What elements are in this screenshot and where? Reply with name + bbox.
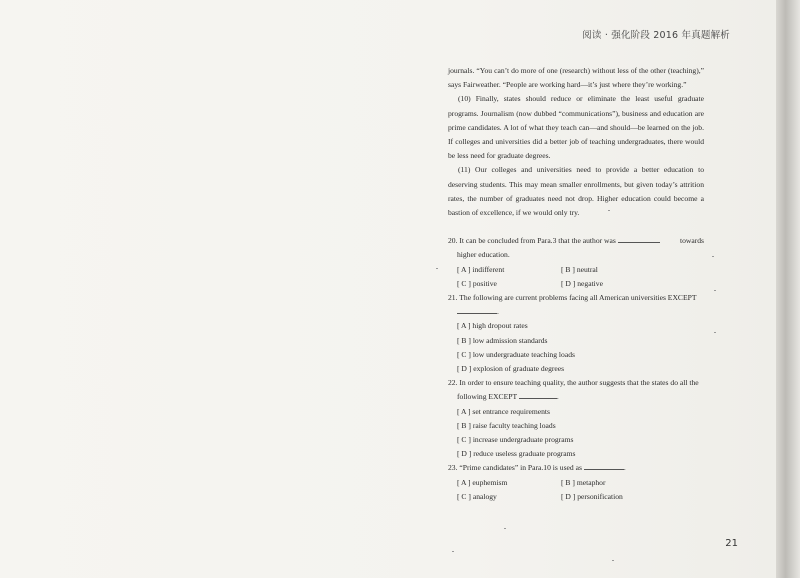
answer-blank: [618, 234, 660, 243]
paragraph-10: (10) Finally, states should reduce or eliminate the least useful graduate programs. Journalism (now dubbed “communications”), business and education are prime candidates. A lot of what they teach can—and should—be learned on the job. If colleges and universities did a better job of teaching undergraduates, there would be less need for graduate degrees.: [448, 94, 704, 161]
question-21: [448, 291, 704, 376]
options-row: [448, 490, 704, 504]
question-20: [448, 234, 704, 291]
question-stem-cont: following EXCEPT .: [457, 392, 559, 402]
page-number: 21: [725, 538, 738, 549]
scan-speck: [452, 551, 454, 552]
option-b: [ B ] raise faculty teaching loads: [457, 420, 556, 430]
option-b: [ B ] metaphor: [561, 477, 606, 487]
question-23: [448, 461, 704, 504]
question-22: [448, 376, 704, 461]
scan-speck: [714, 290, 716, 291]
option-d: [ D ] reduce useless graduate programs: [457, 449, 576, 459]
option-d: [ D ] personification: [561, 491, 623, 501]
book-spine-shadow: [776, 0, 800, 578]
paragraph-continuation: journals. “You can’t do more of one (research) without less of the other (teaching),” says Fairweather. “People are working hard—it’s just where they’re working.”: [448, 66, 704, 90]
scan-speck: [612, 560, 614, 561]
option-c: [ C ] low undergraduate teaching loads: [457, 349, 575, 359]
question-stem: 22. In order to ensure teaching quality, the author suggests that the states do all the: [448, 378, 699, 388]
option-c: [ C ] analogy: [457, 491, 497, 501]
option-c: [ C ] increase undergraduate programs: [457, 435, 574, 445]
scan-speck: [712, 256, 714, 257]
option-b: [ B ] low admission standards: [457, 335, 548, 345]
scan-speck: [608, 210, 610, 211]
option-d: [ D ] explosion of graduate degrees: [457, 364, 565, 374]
scan-speck: [714, 332, 716, 333]
question-stem: 20. It can be concluded from Para.3 that the author was towards: [448, 236, 704, 246]
spacer: [448, 220, 704, 234]
running-header: 阅读 · 强化阶段 2016 年真题解析: [582, 30, 730, 41]
question-stem: 21. The following are current problems facing all American universities EXCEPT: [448, 293, 697, 303]
page-content: [448, 64, 704, 504]
option-a: [ A ] indifferent: [457, 264, 505, 274]
question-stem-cont: .: [448, 305, 704, 319]
scan-speck: [436, 268, 438, 269]
option-c: [ C ] positive: [457, 278, 497, 288]
option-a: [ A ] set entrance requirements: [457, 406, 550, 416]
option-a: [ A ] high dropout rates: [457, 321, 528, 331]
option-d: [ D ] negative: [561, 278, 603, 288]
answer-blank: [519, 390, 557, 399]
answer-blank: [584, 461, 624, 470]
scan-speck: [504, 528, 506, 529]
paragraph-11: (11) Our colleges and universities need to provide a better education to deserving students. This may mean smaller enrollments, but given today’s attrition rates, the number of graduates need not drop. Higher education could become a bastion of excellence, if we would only try.: [448, 165, 704, 218]
options-row: [448, 263, 704, 277]
option-b: [ B ] neutral: [561, 264, 598, 274]
option-a: [ A ] euphemism: [457, 477, 508, 487]
question-stem: 23. “Prime candidates” in Para.10 is used as .: [448, 463, 626, 473]
options-row: [448, 476, 704, 490]
answer-blank: [457, 305, 497, 314]
options-row: [448, 277, 704, 291]
question-stem-cont: higher education.: [457, 250, 510, 260]
